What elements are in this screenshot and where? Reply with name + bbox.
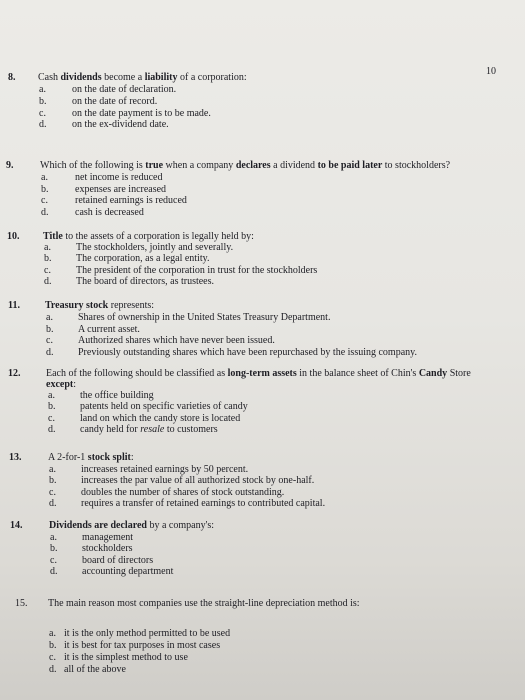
option-letter: d. xyxy=(44,276,52,288)
option-text: The president of the corporation in trust for the stockholders xyxy=(76,264,318,276)
emphasis-text: liability xyxy=(144,72,178,83)
option-text: management xyxy=(82,532,134,543)
option-letter: d. xyxy=(49,664,57,675)
option-letter: d. xyxy=(46,346,54,358)
option-text: all of the above xyxy=(64,664,126,675)
question-number: 15. xyxy=(15,598,28,609)
option-letter: b. xyxy=(46,323,54,335)
option-letter: c. xyxy=(49,652,56,663)
option-letter: c. xyxy=(49,486,56,498)
question-number: 11. xyxy=(8,300,20,311)
option-letter: c. xyxy=(39,107,46,119)
option-text: on the date of declaration. xyxy=(72,84,177,95)
option-letter: d. xyxy=(48,423,56,435)
italic-text: resale xyxy=(140,423,165,435)
option-text: on the date payment is to be made. xyxy=(72,107,211,119)
text-run: The main reason most companies use the straight-line depreciation method is: xyxy=(48,598,360,609)
option-letter: a. xyxy=(46,312,53,323)
option-letter: a. xyxy=(44,242,51,253)
question-stem xyxy=(49,520,214,531)
text-run: to the assets of a corporation is legally held by: xyxy=(62,231,254,242)
question-stem xyxy=(48,452,134,463)
text-run: : xyxy=(130,452,134,463)
emphasis-text: long-term assets xyxy=(227,368,297,379)
option-text: it is best for tax purposes in most cases xyxy=(64,640,221,651)
option-text: retained earnings is reduced xyxy=(75,195,187,207)
text-run: candy held for xyxy=(80,423,141,435)
option-text: doubles the number of shares of stock outstanding. xyxy=(81,486,285,498)
text-run: to stockholders? xyxy=(382,160,451,171)
option-text: on the ex-dividend date. xyxy=(72,119,169,131)
text-run: Cash xyxy=(38,72,61,83)
text-run: Each of the following should be classified as xyxy=(46,368,228,379)
option-letter: a. xyxy=(41,172,48,183)
option-letter: c. xyxy=(50,554,57,566)
text-run: A 2-for-1 xyxy=(48,452,88,463)
option-letter: a. xyxy=(49,628,56,639)
option-letter: b. xyxy=(50,543,58,555)
question-stem xyxy=(43,231,254,242)
emphasis-text: declares xyxy=(235,160,271,171)
emphasis-text: Dividends are declared xyxy=(49,520,147,531)
option-text: The board of directors, as trustees. xyxy=(76,276,215,288)
option-text: expenses are increased xyxy=(75,183,167,195)
option-letter: b. xyxy=(41,183,49,195)
text-run: to customers xyxy=(164,423,218,435)
text-run: Store xyxy=(447,368,471,379)
text-run: when a company xyxy=(163,160,236,171)
option-letter: d. xyxy=(39,119,47,131)
option-text: the office building xyxy=(80,390,154,401)
emphasis-text: Candy xyxy=(418,368,448,379)
question-number: 13. xyxy=(9,452,22,463)
question-stem xyxy=(46,368,471,379)
option-text: increases retained earnings by 50 percent. xyxy=(81,464,249,475)
question-stem xyxy=(45,300,154,311)
text-run: : xyxy=(73,379,76,390)
option-letter: d. xyxy=(41,206,49,218)
option-text: requires a transfer of retained earnings to contributed capital. xyxy=(81,497,326,509)
question-number: 8. xyxy=(8,72,16,83)
text-run: represents: xyxy=(108,300,155,311)
question-number: 14. xyxy=(10,520,23,531)
option-text xyxy=(80,424,218,435)
option-text: A current asset. xyxy=(78,323,140,335)
emphasis-text: stock split xyxy=(87,452,131,463)
emphasis-text: except xyxy=(46,379,74,390)
option-text: board of directors xyxy=(82,554,154,566)
option-letter: d. xyxy=(50,565,58,577)
option-text: on the date of record. xyxy=(72,95,158,107)
emphasis-text: Title xyxy=(43,231,63,242)
option-letter: c. xyxy=(44,264,51,276)
question-stem xyxy=(38,72,247,83)
question-stem xyxy=(48,598,360,609)
option-letter: a. xyxy=(50,532,57,543)
question-number: 12. xyxy=(8,368,21,379)
option-letter: a. xyxy=(49,464,56,475)
option-text: The stockholders, jointly and severally. xyxy=(76,242,234,253)
option-text: accounting department xyxy=(82,565,174,577)
question-number: 10. xyxy=(7,231,20,242)
option-text: Authorized shares which have never been issued. xyxy=(78,335,275,347)
text-run: of a corporation: xyxy=(177,72,247,83)
option-letter: c. xyxy=(48,412,55,424)
question-stem-continued xyxy=(46,379,76,390)
option-letter: b. xyxy=(44,253,52,265)
question-number: 9. xyxy=(6,160,14,171)
option-letter: b. xyxy=(49,640,57,651)
option-letter: b. xyxy=(48,401,56,413)
option-text: it is the simplest method to use xyxy=(64,652,188,663)
option-letter: d. xyxy=(49,497,57,509)
text-run: a dividend xyxy=(270,160,318,171)
emphasis-text: to be paid later xyxy=(317,160,383,171)
option-text: Shares of ownership in the United States Treasury Department. xyxy=(78,312,331,323)
option-letter: b. xyxy=(39,95,47,107)
option-text: Previously outstanding shares which have been repurchased by the issuing company. xyxy=(78,346,417,358)
text-run: Which of the following is xyxy=(40,160,146,171)
option-text: The corporation, as a legal entity. xyxy=(76,253,210,265)
emphasis-text: dividends xyxy=(60,72,102,83)
option-text: net income is reduced xyxy=(75,172,163,183)
option-letter: c. xyxy=(46,335,53,347)
text-run: in the balance sheet of Chin's xyxy=(296,368,419,379)
page-number: 10 xyxy=(486,66,496,77)
option-text: it is the only method permitted to be used xyxy=(64,628,231,639)
option-text: stockholders xyxy=(82,543,133,555)
emphasis-text: Treasury stock xyxy=(45,300,109,311)
option-text: patents held on specific varieties of candy xyxy=(80,401,248,413)
option-letter: c. xyxy=(41,195,48,207)
option-text: increases the par value of all authorized stock by one-half. xyxy=(81,475,315,487)
question-stem xyxy=(40,160,450,171)
option-text: land on which the candy store is located xyxy=(80,412,241,424)
text-run: by a company's: xyxy=(146,520,215,531)
option-letter: a. xyxy=(39,84,46,95)
emphasis-text: true xyxy=(145,160,164,171)
option-letter: b. xyxy=(49,475,57,487)
option-letter: a. xyxy=(48,390,55,401)
text-run: become a xyxy=(101,72,145,83)
option-text: cash is decreased xyxy=(75,206,144,218)
